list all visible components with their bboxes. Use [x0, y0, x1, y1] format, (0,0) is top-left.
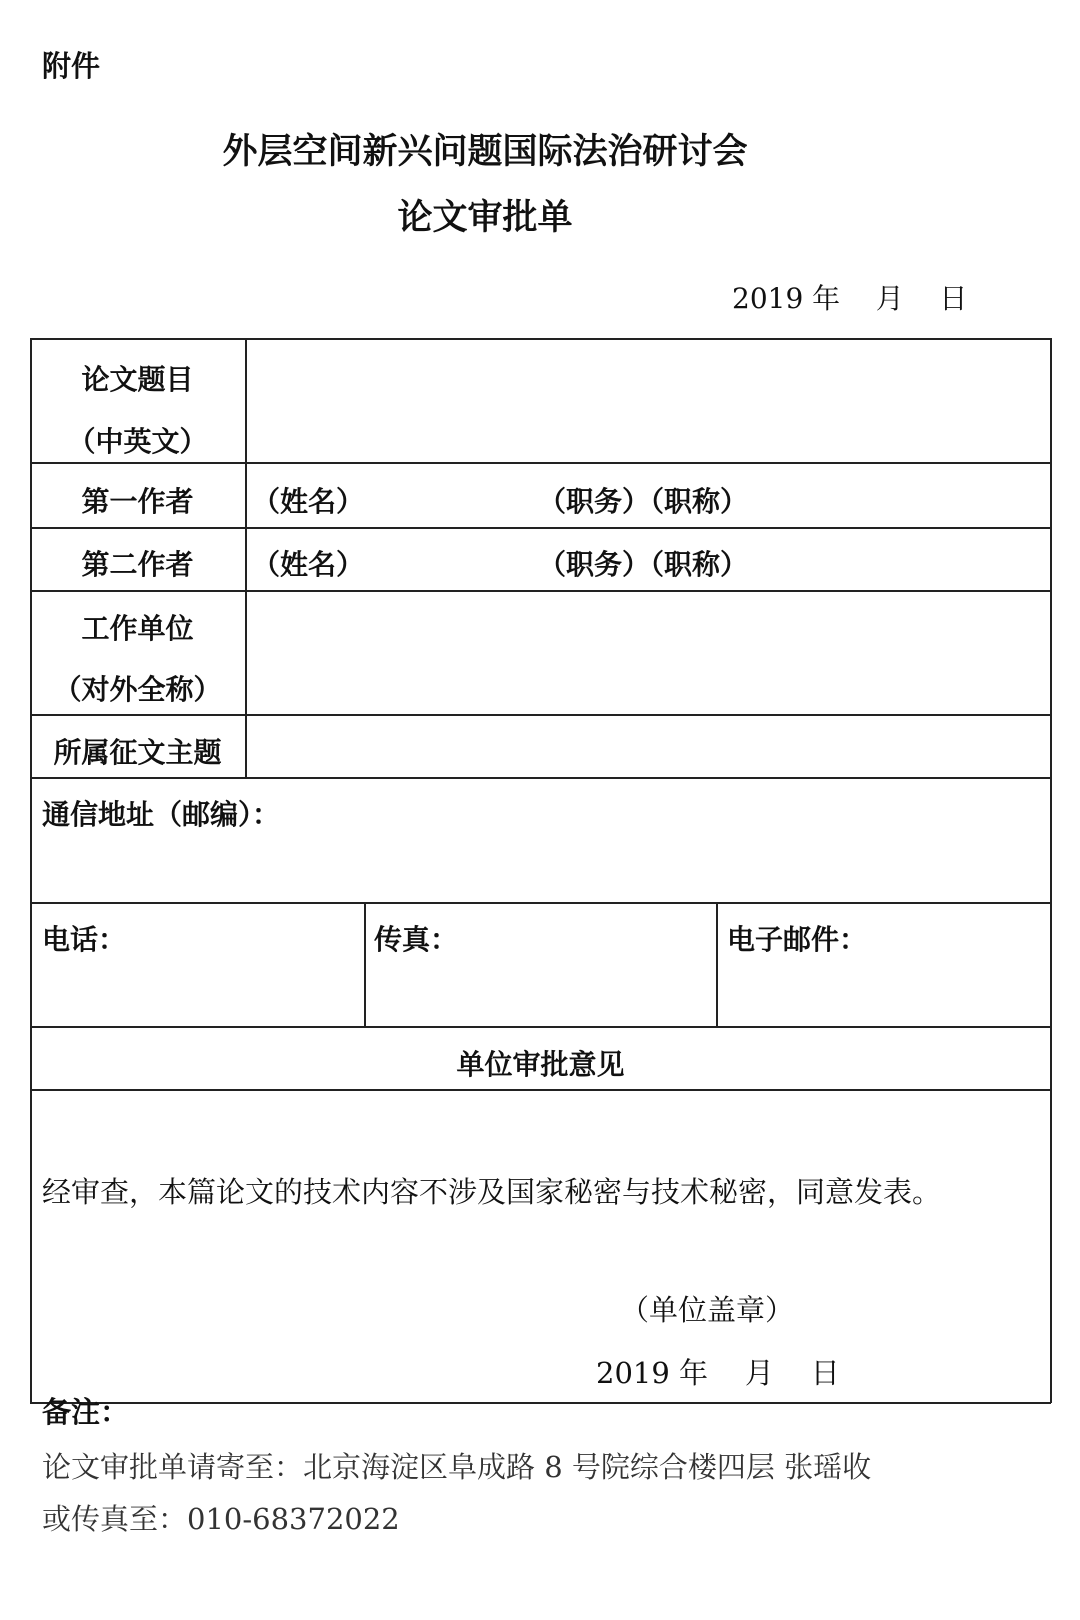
first-author-label: 第一作者 [81, 485, 194, 518]
address-field[interactable] [31, 778, 1050, 902]
paper-title-label-sub: （中英文） [67, 425, 208, 458]
second-author-name-field[interactable]: （姓名） [252, 548, 365, 581]
attachment-label: 附件 [42, 49, 101, 83]
unit-seal-label: （单位盖章） [620, 1293, 795, 1327]
second-author-label: 第二作者 [81, 548, 194, 581]
address-label: 通信地址（邮编）： [42, 798, 281, 831]
notes-heading: 备注： [42, 1395, 130, 1429]
paper-title-label: 论文题目 [81, 363, 194, 396]
document-title: 外层空间新兴问题国际法治研讨会 [222, 131, 748, 172]
document-subtitle: 论文审批单 [397, 197, 573, 238]
fax-label: 传真： [374, 923, 459, 956]
topic-label: 所属征文主题 [53, 736, 222, 769]
second-author-title-field[interactable]: （职务）（职称） [538, 548, 749, 581]
first-author-title-field[interactable]: （职务）（职称） [538, 485, 749, 518]
approval-statement: 经审查，本篇论文的技术内容不涉及国家秘密与技术秘密，同意发表。 [42, 1175, 942, 1209]
email-label: 电子邮件： [727, 923, 868, 956]
approval-header: 单位审批意见 [456, 1048, 625, 1081]
approval-date: 2019 年 月 日 [596, 1356, 840, 1390]
topic-field[interactable] [246, 715, 1050, 777]
phone-label: 电话： [42, 923, 127, 956]
work-unit-label-sub: （对外全称） [53, 673, 222, 706]
header-date: 2019 年 月 日 [732, 282, 968, 315]
work-unit-field[interactable] [246, 591, 1050, 714]
work-unit-label: 工作单位 [81, 612, 194, 645]
first-author-name-field[interactable]: （姓名） [252, 485, 365, 518]
notes-fax: 或传真至：010-68372022 [42, 1502, 400, 1536]
notes-mailing-address: 论文审批单请寄至：北京海淀区阜成路 8 号院综合楼四层 张瑶收 [42, 1450, 872, 1484]
paper-title-field[interactable] [246, 339, 1050, 462]
